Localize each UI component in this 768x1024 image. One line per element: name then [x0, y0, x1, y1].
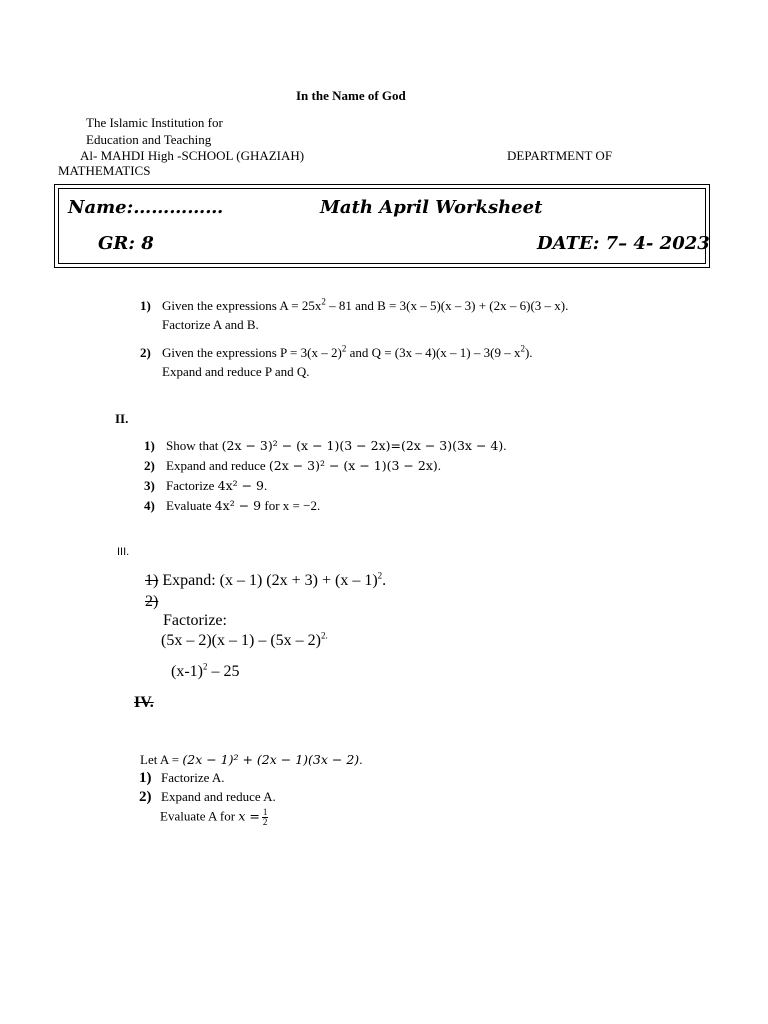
- school-name: Al- MAHDI High -SCHOOL (GHAZIAH): [80, 148, 305, 163]
- section3-expr2-end: – 25: [207, 663, 240, 680]
- section3-expr2-text: (x-1): [171, 663, 203, 680]
- section2-q2: [144, 458, 441, 474]
- section4-let: [140, 752, 362, 768]
- department-subject: MATHEMATICS: [58, 163, 151, 178]
- fraction-denominator: 2: [262, 817, 268, 827]
- institution-line-1: The Islamic Institution for: [86, 115, 223, 130]
- section4-let-end: .: [359, 752, 363, 767]
- section2-q2-end: .: [437, 458, 441, 473]
- section1-q1-line2: Factorize A and B.: [162, 317, 259, 332]
- section2-q2-math: (2x − 3)² − (x − 1)(3 − 2x): [268, 458, 438, 473]
- section4-q1: [139, 769, 225, 787]
- section2-q3-end: .: [264, 478, 268, 493]
- section1-q2: 2) Given the expressions P = 3(x – 2)$^2$ and $Q = (3x - 4)(x - 1) - 3(9 - x^2)$.: [140, 343, 533, 360]
- section1-q2-text-b: and Q = (3x – 4)(x – 1) – 3(9 – x: [346, 345, 521, 360]
- section1-q1-text-b: – 81 and B = 3(x – 5)(x – 3) + (2x – 6)(3 – x).: [325, 298, 569, 313]
- section1-q2-number: 2): [140, 345, 151, 360]
- section3-q1-end: .: [382, 572, 387, 589]
- section4-q3: [160, 808, 268, 827]
- section2-q3: [144, 478, 267, 494]
- section2-q3-math: 4x² − 9: [217, 478, 265, 493]
- section4-q2-text: Expand and reduce A.: [161, 789, 276, 804]
- section2-q2-number: 2): [144, 458, 155, 473]
- section3-expr2: $(x-1)^2 - 25$: [171, 661, 240, 680]
- section1-q1-text-a: Given the expressions A = 25x: [162, 298, 322, 313]
- section3-label: III.: [117, 546, 130, 558]
- section4-q1-text: Factorize A.: [161, 770, 225, 785]
- institution-line-2: Education and Teaching: [86, 132, 212, 147]
- section2-q1-math: (2x − 3)² − (x − 1)(3 − 2x)=(2x − 3)(3x − 4): [221, 438, 504, 453]
- department-label: DEPARTMENT OF: [507, 148, 613, 163]
- section4-q2: [139, 788, 276, 806]
- section2-q3-text: Factorize: [166, 478, 218, 493]
- header-godline: In the Name of God: [296, 88, 406, 103]
- section2-q4-end: .: [316, 498, 321, 513]
- section3-expr1-sup: 2.: [320, 630, 328, 641]
- section4-let-math: (2x − 1)² + (2x − 1)(3x − 2): [182, 752, 360, 767]
- section3-q1: 1) Expand: (x – 1) (2x + 3) + (x – 1)$^2$.: [145, 570, 387, 589]
- section3-q1-text: Expand: (x – 1) (2x + 3) + (x – 1): [162, 572, 378, 589]
- date-label: DATE: 7– 4- 2023: [537, 233, 710, 254]
- section2-q3-number: 3): [144, 478, 155, 493]
- section2-q2-text: Expand and reduce: [166, 458, 269, 473]
- section2-q1: [144, 438, 506, 454]
- section1-q2-text-a: Given the expressions P = 3(x – 2): [162, 345, 342, 360]
- section2-label: II.: [115, 411, 129, 426]
- section3-factorize-label: Factorize:: [163, 612, 227, 629]
- section3-q1-number: 1): [145, 572, 159, 589]
- section2-q1-text: Show that: [166, 438, 222, 453]
- section1-q2-text-c: ).: [524, 345, 533, 360]
- section3-expr1: [161, 632, 328, 650]
- section4-label: IV.: [134, 694, 154, 711]
- section2-q4-math: 4x² − 9: [214, 498, 262, 513]
- section2-q4-number: 4): [144, 498, 155, 513]
- section2-q4-text: Evaluate: [166, 498, 215, 513]
- section4-q1-number: 1): [139, 770, 152, 786]
- section4-q3-fraction: [262, 808, 269, 827]
- section1-q2-line2: Expand and reduce P and Q.: [162, 364, 310, 379]
- section3-q2-number: 2): [145, 593, 159, 610]
- grade-label: GR: 8: [98, 233, 154, 254]
- name-field-label: Name:……………: [68, 197, 224, 218]
- section2-q4-mid: for x =: [261, 498, 304, 513]
- section1-q1: 1) Given the expressions $A = 25x^2 - 81$ and B = 3(x – 5)(x – 3) + (2x – 6)(3 – x).: [140, 296, 569, 313]
- worksheet-title: Math April Worksheet: [320, 197, 543, 218]
- section4-let-text: Let A =: [140, 752, 183, 767]
- section2-q1-number: 1): [144, 438, 155, 453]
- section4-q3-text: Evaluate A for: [160, 808, 239, 824]
- fraction-numerator: 1: [262, 807, 268, 817]
- section4-q3-var: x =: [238, 808, 260, 824]
- section2-q4: [144, 498, 320, 514]
- section2-q4-value: −2: [303, 498, 317, 513]
- section2-q1-end: .: [503, 438, 507, 453]
- section3-expr1-text: (5x – 2)(x – 1) – (5x – 2): [161, 632, 321, 649]
- section1-q1-number: 1): [140, 298, 151, 313]
- section4-q2-number: 2): [139, 789, 152, 805]
